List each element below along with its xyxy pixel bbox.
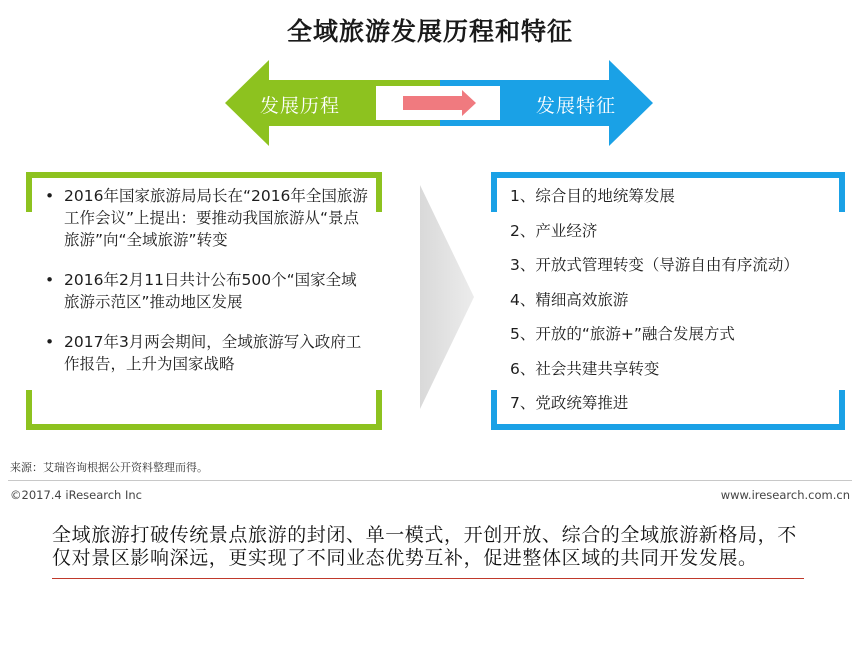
history-list [45, 185, 370, 393]
arrow-label-history: 发展历程 [260, 95, 341, 117]
features-list [510, 183, 845, 425]
history-item [45, 331, 370, 375]
history-item-text: 2016年2月11日共计公布500个“国家全域旅游示范区”推动地区发展 [64, 271, 357, 311]
feature-item: 4、精细高效旅游 [510, 290, 629, 309]
history-item-text: 2016年国家旅游局局长在“2016年全国旅游工作会议”上提出：要推动我国旅游从“景点旅游”向“全域旅游”转变 [64, 187, 368, 249]
caption-underline [52, 578, 804, 579]
caption-text: 全域旅游打破传统景点旅游的封闭、单一模式，开创开放、综合的全域旅游新格局，不仅对景区影响深远，更实现了不同业态优势互补，促进整体区域的共同开发发展。 [52, 524, 797, 569]
feature-item: 6、社会共建共享转变 [510, 359, 660, 378]
page-title: 全域旅游发展历程和特征 [286, 17, 573, 46]
history-item [45, 185, 370, 251]
feature-item: 7、党政统筹推进 [510, 394, 629, 412]
bullet-icon: • [45, 333, 55, 351]
footer-divider [8, 480, 852, 481]
history-item-text: 2017年3月两会期间，全域旅游写入政府工作报告，上升为国家战略 [64, 333, 362, 373]
feature-item: 2、产业经济 [510, 221, 598, 240]
arrow-label-features: 发展特征 [536, 95, 617, 117]
feature-item: 3、开放式管理转变（导游自由有序流动） [510, 256, 799, 274]
copyright-text: ©2017.4 iResearch Inc [10, 488, 142, 502]
feature-item: 5、开放的“旅游+”融合发展方式 [510, 325, 735, 343]
feature-item: 1、综合目的地统筹发展 [510, 187, 675, 205]
website-link[interactable]: www.iresearch.com.cn [720, 488, 850, 502]
source-note: 来源：艾瑞咨询根据公开资料整理而得。 [10, 461, 208, 474]
history-item [45, 269, 370, 313]
bullet-icon: • [45, 187, 55, 205]
chevron-separator-icon [420, 185, 476, 410]
bullet-icon: • [45, 271, 55, 289]
